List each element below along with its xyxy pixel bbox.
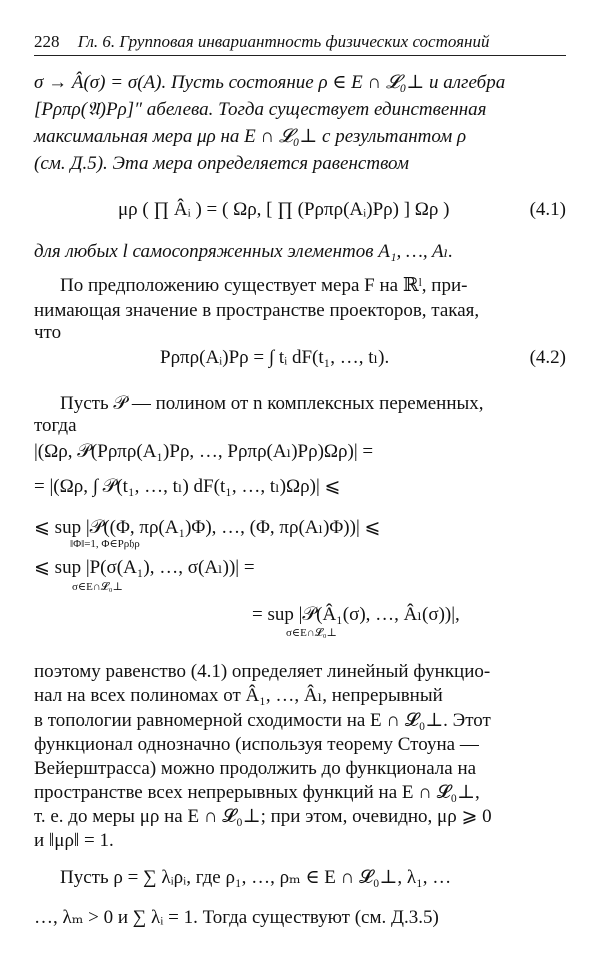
text-line: поэтому равенство (4.1) определяет линейный функцио-: [34, 661, 491, 682]
text-line: что: [34, 322, 62, 343]
text-line: (см. Д.5). Эта мера определяется равенством: [34, 153, 409, 174]
text-line: тогда: [34, 415, 77, 436]
text-line: По предположению существует мера F на ℝˡ, при-: [60, 275, 468, 296]
equation-number: (4.2): [529, 347, 566, 368]
chain-subscript: σ∈E∩𝓛₀⊥: [286, 627, 337, 639]
chain-line: |(Ωρ, 𝒫(Pρπρ(A₁)Pρ, …, Pρπρ(Aₗ)Pρ)Ωρ)| =: [34, 441, 374, 462]
text-line: максимальная мера μρ на E ∩ 𝓛₀⊥ с результантом ρ: [34, 126, 467, 147]
equation-4-2: Pρπρ(Aᵢ)Pρ = ∫ tᵢ dF(t₁, …, tₗ).: [160, 347, 390, 368]
chain-line: ⩽ sup |𝒫((Φ, πρ(A₁)Φ), …, (Φ, πρ(Aₗ)Φ))| ⩽: [34, 517, 381, 538]
equation-4-1: μρ ( ∏ Âᵢ ) = ( Ωρ, [ ∏ (Pρπρ(Aᵢ)Pρ) ] Ωρ ): [118, 199, 450, 220]
text-line: Вейерштрасса) можно продолжить до функционала на: [34, 758, 477, 779]
text-line: в топологии равномерной сходимости на E ∩ 𝓛₀⊥. Этот: [34, 710, 491, 731]
page-number: 228: [34, 32, 60, 51]
text-line: нимающая значение в пространстве проекторов, такая,: [34, 300, 480, 321]
equation-number: (4.1): [529, 199, 566, 220]
running-header: [34, 30, 490, 54]
text-line: Пусть 𝒫 — полином от n комплексных переменных,: [60, 393, 484, 414]
chain-subscript: ‖Φ‖=1, Φ∈Pρ𝔥ρ: [70, 538, 140, 550]
chain-line: = |(Ωρ, ∫ 𝒫(t₁, …, tₗ) dF(t₁, …, tₗ)Ωρ)| ⩽: [34, 476, 341, 497]
text-line: функционал однозначно (используя теорему Стоуна —: [34, 734, 479, 755]
chain-line: = sup |𝒫(Â₁(σ), …, Âₗ(σ))|,: [252, 604, 460, 625]
text-line: [Pρπρ(𝔄)Pρ]″ абелева. Тогда существует единственная: [34, 99, 487, 120]
chain-subscript: σ∈E∩𝓛₀⊥: [72, 581, 123, 593]
text-line: и ‖μρ‖ = 1.: [34, 830, 114, 851]
text-line: пространстве всех непрерывных функций на E ∩ 𝓛₀⊥,: [34, 782, 480, 803]
header-rule: [34, 55, 566, 56]
running-title: Гл. 6. Групповая инвариантность физических состояний: [77, 32, 490, 51]
text-line: для любых l самосопряженных элементов A₁, …, Aₗ.: [34, 241, 453, 262]
text-line: …, λₘ > 0 и ∑ λᵢ = 1. Тогда существуют (см. Д.3.5): [34, 907, 439, 928]
text-line: σ → Â(σ) = σ(A). Пусть состояние ρ ∈ E ∩ 𝓛₀⊥ и алгебра: [34, 72, 506, 93]
text-line: нал на всех полиномах от Â₁, …, Âₗ, непрерывный: [34, 685, 443, 706]
chain-line: ⩽ sup |P(σ(A₁), …, σ(Aₗ))| =: [34, 557, 255, 578]
text-line: Пусть ρ = ∑ λᵢρᵢ, где ρ₁, …, ρₘ ∈ E ∩ 𝓛₀⊥, λ₁, …: [60, 867, 452, 888]
text-line: т. е. до меры μρ на E ∩ 𝓛₀⊥; при этом, очевидно, μρ ⩾ 0: [34, 806, 492, 827]
